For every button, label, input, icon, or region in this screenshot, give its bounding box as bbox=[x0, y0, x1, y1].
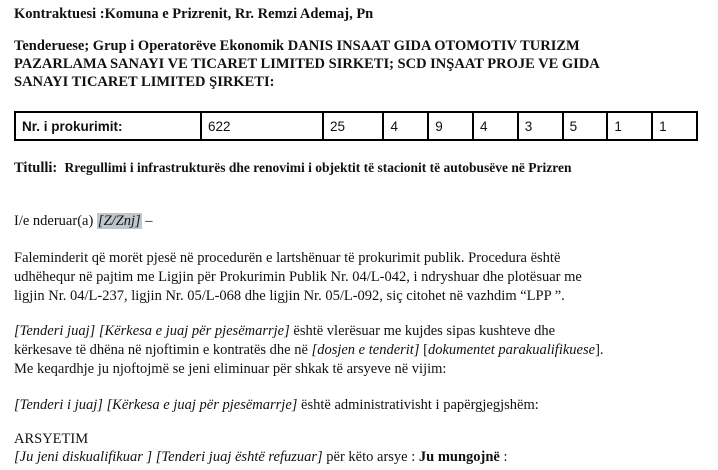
missing-label: Ju mungojnë bbox=[418, 449, 500, 465]
paragraph-thanks bbox=[14, 249, 704, 306]
paragraph-admin bbox=[14, 397, 539, 414]
paragraph-line: Faleminderit që morët pjesë në procedurën e lartshënuar të prokurimit publik. Procedura është bbox=[14, 250, 561, 266]
paragraph-text: [ bbox=[419, 342, 428, 358]
procurement-number-table bbox=[14, 111, 698, 141]
procurement-first-cell: 622 bbox=[201, 112, 323, 140]
tender-request-placeholder: [Tenderi juaj] [Kërkesa e juaj për pjesëmarrje] bbox=[14, 323, 290, 339]
procurement-digit-cell: 9 bbox=[428, 112, 473, 140]
tenderer-line-1 bbox=[14, 38, 580, 55]
procurement-digit-cell: 4 bbox=[473, 112, 518, 140]
tender-request-placeholder: [Tenderi i juaj] [Kërkesa e juaj për pjesëmarrje] bbox=[14, 397, 298, 413]
greeting-prefix: I/e nderuar(a) bbox=[14, 213, 97, 229]
procurement-row bbox=[15, 112, 697, 140]
paragraph-line bbox=[14, 322, 704, 341]
tenderer-prefix: Tenderuese; Grup i Operatorëve Ekonomik bbox=[14, 38, 288, 54]
paragraph-text: është vlerësuar me kujdes sipas kushteve dhe bbox=[289, 323, 556, 339]
tender-dossier-placeholder: [dosjen e tenderit] bbox=[311, 342, 420, 358]
paragraph-evaluation bbox=[14, 322, 704, 379]
paragraph-text: është administrativisht i papërgjegjshëm: bbox=[297, 397, 539, 413]
title-line bbox=[14, 160, 571, 177]
greeting-suffix: – bbox=[141, 213, 153, 229]
procurement-digit-cell: 4 bbox=[383, 112, 428, 140]
procurement-label: Nr. i prokurimit: bbox=[15, 112, 201, 140]
paragraph-text: për këto arsye : bbox=[322, 449, 419, 465]
tenderer-line-2: PAZARLAMA SANAYI VE TICARET LIMITED SIRKETI; SCD INŞAAT PROJE VE GIDA bbox=[14, 56, 600, 72]
paragraph-text: kërkesave të dhëna në njoftimin e kontratës dhe në bbox=[14, 342, 312, 358]
paragraph-line: Me keqardhje ju njoftojmë se jeni eliminuar për shkak të arsyeve në vijim: bbox=[14, 361, 447, 377]
procurement-digit-cell: 1 bbox=[652, 112, 697, 140]
paragraph-line: udhëhequr në pajtim me Ligjin për Prokurimin Publik Nr. 04/L-042, i ndryshuar dhe plotësuar me bbox=[14, 269, 582, 285]
greeting-line bbox=[14, 213, 153, 230]
title-label: Titulli: bbox=[14, 160, 58, 176]
title-text: Rregullimi i infrastrukturës dhe renovimi i objektit të stacionit të autobusëve në Prizren bbox=[64, 160, 572, 175]
tenderer-name-start: DANIS INSAAT GIDA OTOMOTIV TURIZM bbox=[287, 38, 580, 54]
paragraph-text: ]. bbox=[595, 342, 604, 358]
reasons-line bbox=[14, 449, 508, 466]
procurement-digit-cell: 3 bbox=[518, 112, 563, 140]
greeting-placeholder: [Z/Znj] bbox=[97, 213, 141, 229]
contractor-line: Kontraktuesi :Komuna e Prizrenit, Rr. Remzi Ademaj, Pn bbox=[14, 6, 374, 22]
paragraph-line bbox=[14, 341, 704, 360]
paragraph-text: : bbox=[499, 449, 508, 465]
prequalification-placeholder: dokumentet parakualifikuese bbox=[427, 342, 596, 358]
reasons-heading: ARSYETIM bbox=[14, 431, 89, 447]
disqualification-placeholder: [Ju jeni diskualifikuar ] [Tenderi juaj është refuzuar] bbox=[14, 449, 323, 465]
paragraph-line: ligjin Nr. 04/L-237, ligjin Nr. 05/L-068 dhe ligjin Nr. 05/L-092, siç citohet në vazhdim “LPP ”. bbox=[14, 288, 565, 304]
procurement-digit-cell: 1 bbox=[607, 112, 652, 140]
procurement-digit-cell: 5 bbox=[563, 112, 608, 140]
procurement-digit-cell: 25 bbox=[323, 112, 383, 140]
tenderer-line-3: SANAYI TICARET LIMITED ŞIRKETI: bbox=[14, 74, 275, 90]
